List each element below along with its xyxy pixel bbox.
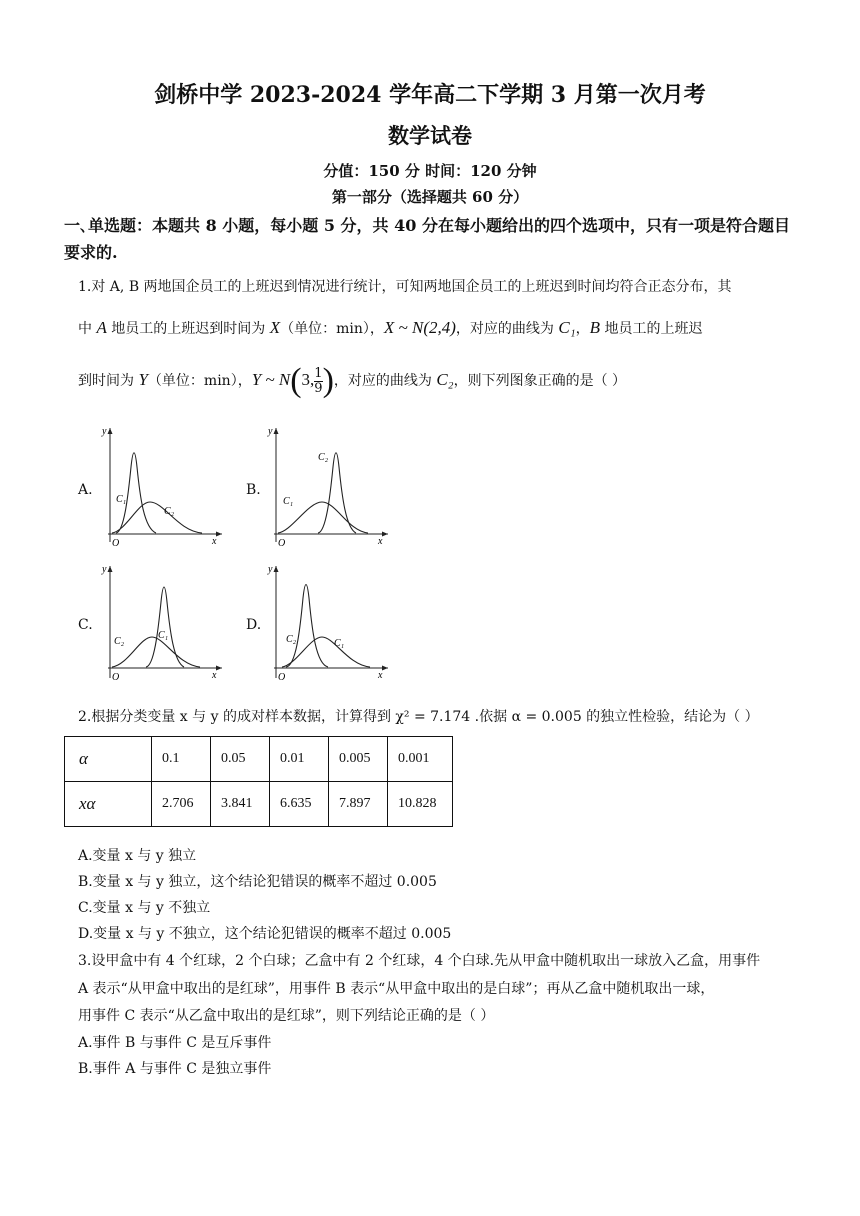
exam-title: 剑桥中学 2023-2024 学年高二下学期 3 月第一次月考 [154, 82, 706, 108]
q2-option-d: D.变量 x 与 y 不独立，这个结论犯错误的概率不超过 0.005 [78, 926, 452, 942]
table-cell: 0.01 [270, 737, 329, 782]
svg-text:C₂: C₂ [286, 634, 297, 645]
q2-option-a: A.变量 x 与 y 独立 [78, 848, 197, 864]
svg-text:y: y [268, 564, 273, 575]
svg-text:C₂: C₂ [114, 636, 125, 647]
curve-label-right: C₂ [164, 506, 175, 517]
q1-option-c-label: C. [78, 617, 93, 633]
q1-graph-a [92, 422, 227, 547]
table-head-alpha: α [65, 737, 152, 782]
svg-text:O: O [278, 672, 286, 683]
q2-stem: 2.根据分类变量 x 与 y 的成对样本数据，计算得到 χ² = 7.174 .依据 α = 0.005 的独立性检验，结论为（ ） [78, 709, 759, 725]
q1-option-b-label: B. [246, 482, 261, 498]
q1-option-d-label: D. [246, 617, 262, 633]
q1-graph-c [92, 560, 227, 685]
table-cell: 10.828 [388, 782, 453, 827]
svg-text:O: O [112, 672, 120, 683]
svg-text:C₁: C₁ [334, 638, 345, 649]
curve-tall [116, 453, 156, 533]
table-cell: 2.706 [152, 782, 211, 827]
exam-subtitle: 数学试卷 [388, 123, 472, 148]
svg-text:C₂: C₂ [318, 452, 329, 463]
q2-option-c: C.变量 x 与 y 不独立 [78, 900, 211, 916]
q2-critical-value-table [64, 736, 453, 827]
x-axis-label: x [212, 536, 217, 547]
q2-option-b: B.变量 x 与 y 独立，这个结论犯错误的概率不超过 0.005 [78, 874, 437, 890]
q1-option-a-label: A. [78, 482, 93, 498]
curve-wide [112, 502, 202, 533]
y-axis-label: y [102, 426, 107, 437]
q3-line-3: 用事件 C 表示“从乙盒中取出的是红球”，则下列结论正确的是（ ） [78, 1008, 495, 1024]
q1-graph-d [258, 560, 393, 685]
table-cell: 0.1 [152, 737, 211, 782]
table-cell: 0.05 [211, 737, 270, 782]
q1-line-1: 1.对 A, B 两地国企员工的上班迟到情况进行统计，可知两地国企员工的上班迟到时间均符合正态分布，其 [78, 279, 732, 295]
q3-line-1: 3.设甲盒中有 4 个红球，2 个白球；乙盒中有 2 个红球，4 个白球.先从甲盒中随机取出一球放入乙盒，用事件 [78, 953, 761, 969]
table-cell: 6.635 [270, 782, 329, 827]
q1-line-2: 中 A 地员工的上班迟到时间为 X（单位：min），X ~ N(2,4)，对应的曲线为 C₁，B 地员工的上班迟 [78, 318, 703, 337]
svg-text:y: y [102, 564, 107, 575]
exam-meta: 分值：150 分 时间：120 分钟 [323, 162, 537, 180]
svg-text:x: x [378, 536, 383, 547]
q1-graph-b [258, 422, 393, 547]
svg-text:O: O [278, 538, 286, 547]
table-cell: 0.005 [329, 737, 388, 782]
section-heading: 一､单选题：本题共 8 小题，每小题 5 分，共 40 分在每小题给出的四个选项中，只有一项是符合题目要求的. [64, 216, 790, 262]
table-row [65, 782, 453, 827]
q3-option-a: A.事件 B 与事件 C 是互斥事件 [78, 1035, 272, 1051]
curve-label-left: C₁ [116, 494, 127, 505]
svg-text:y: y [268, 426, 273, 437]
table-cell: 0.001 [388, 737, 453, 782]
part-heading: 第一部分（选择题共 60 分） [331, 188, 529, 206]
q1-line-3: 到时间为 Y（单位：min），Y ~ N(3, $\frac{1}{9}$ )，对应的曲线为 C₂，则下列图象正确的是（ ） [78, 362, 627, 399]
origin-label: O [112, 538, 120, 547]
svg-text:x: x [378, 670, 383, 681]
q3-option-b: B.事件 A 与事件 C 是独立事件 [78, 1061, 272, 1077]
table-cell: 3.841 [211, 782, 270, 827]
table-row [65, 737, 453, 782]
svg-text:x: x [212, 670, 217, 681]
svg-text:C₁: C₁ [283, 496, 294, 507]
table-cell: 7.897 [329, 782, 388, 827]
svg-text:C₁: C₁ [158, 630, 169, 641]
q3-line-2: A 表示“从甲盒中取出的是红球”，用事件 B 表示“从甲盒中取出的是白球”；再从乙盒中随机取出一球， [78, 981, 715, 997]
table-head-x-alpha: xα [65, 782, 152, 827]
